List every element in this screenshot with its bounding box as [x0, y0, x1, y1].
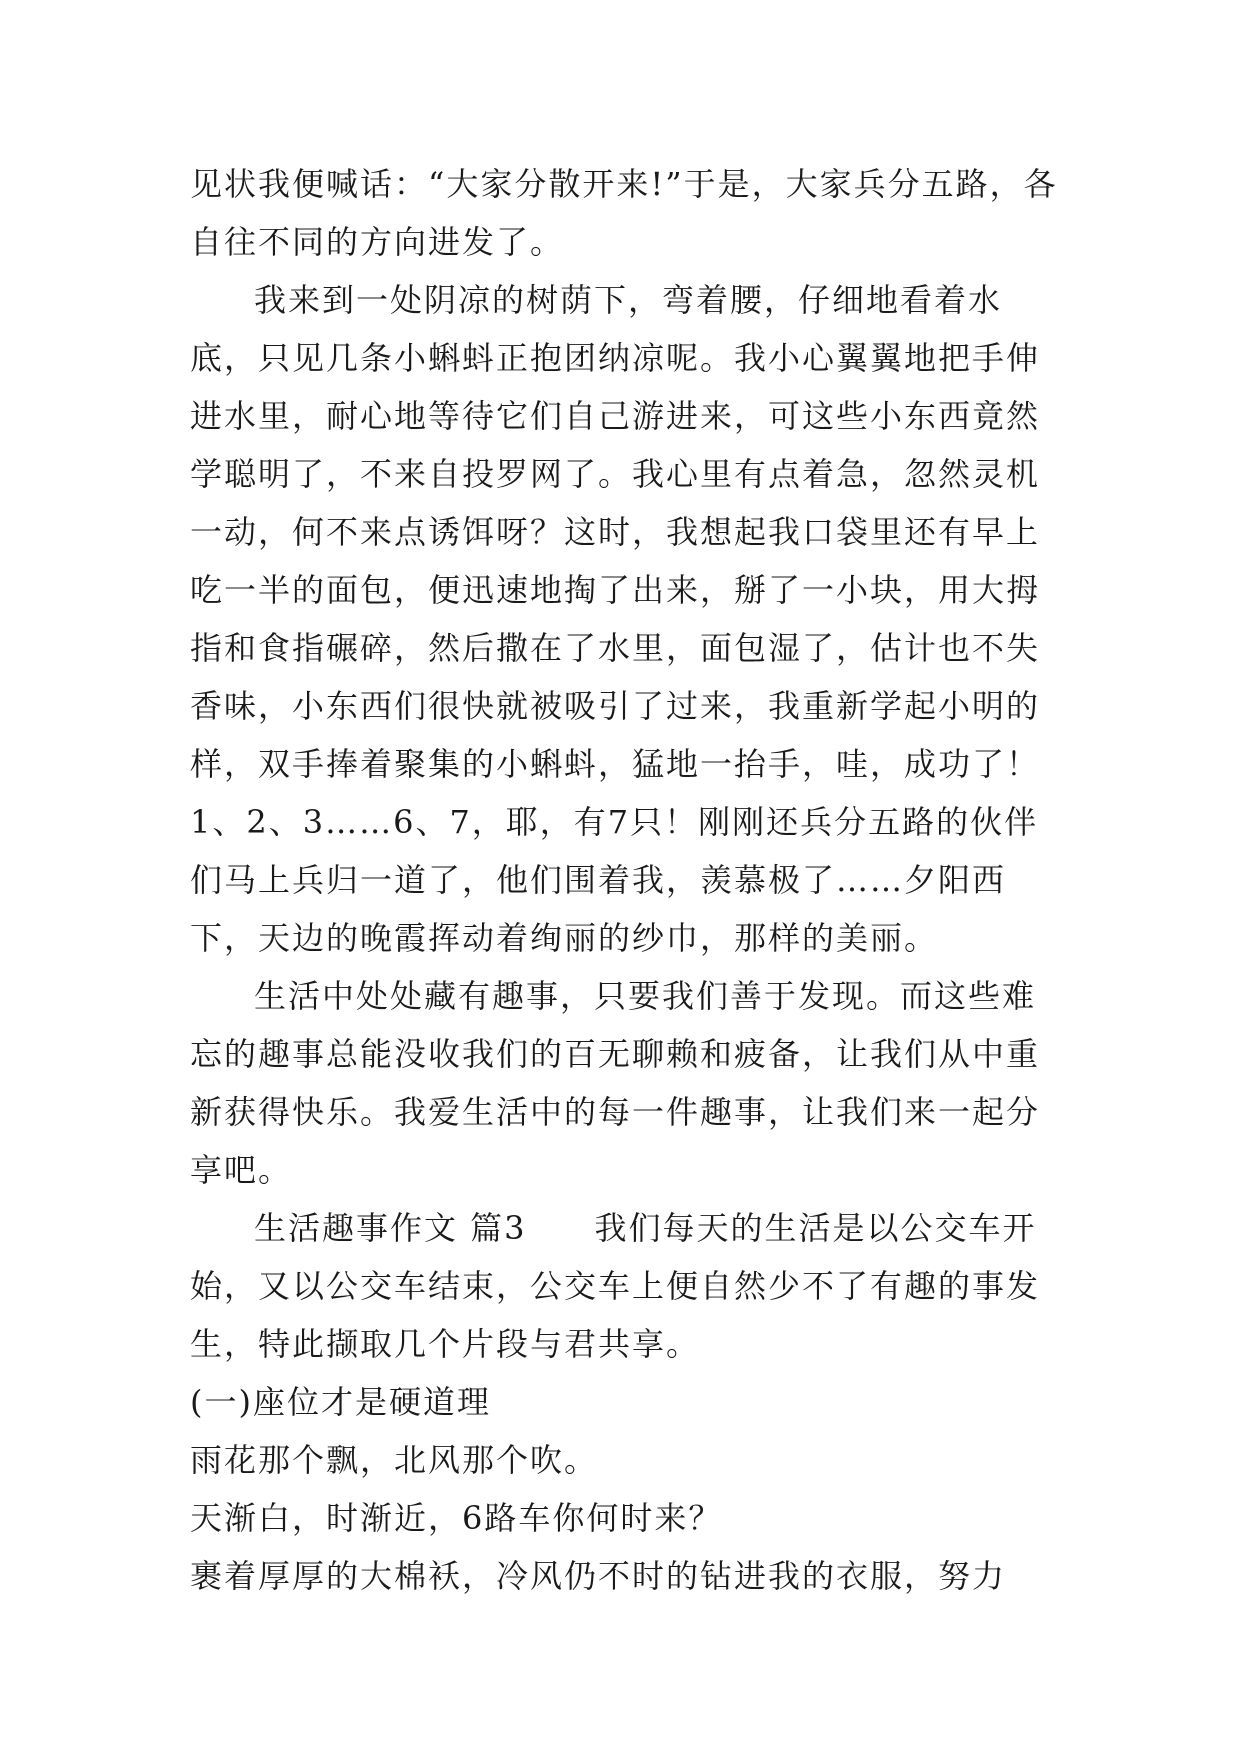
paragraph-4: 生活趣事作文 篇3 我们每天的生活是以公交车开始，又以公交车结束，公交车上便自然少不了有趣的事发生，特此撷取几个片段与君共享。: [190, 1209, 1041, 1363]
paragraph-8: 裹着厚厚的大棉袄，冷风仍不时的钻进我的衣服，努力: [190, 1557, 1007, 1595]
paragraph-6: 雨花那个飘，北风那个吹。: [190, 1441, 599, 1479]
paragraph-2: 我来到一处阴凉的树荫下，弯着腰，仔细地看着水底，只见几条小蝌蚪正抱团纳凉呢。我小心翼翼地把手伸进水里，耐心地等待它们自己游进来，可这些小东西竟然学聪明了，不来自投罗网了。我心里有点着急，忽然灵机一动，何不来点诱饵呀？这时，我想起我口袋里还有早上吃一半的面包，便迅速地掏了出来，掰了一小块，用大拇指和食指碾碎，然后撒在了水里，面包湿了，估计也不失香味，小东西们很快就被吸引了过来，我重新学起小明的样，双手捧着聚集的小蝌蚪，猛地一抬手，哇，成功了！1、2、3……6、7，耶，有7只！刚刚还兵分五路的伙伴们马上兵归一道了，他们围着我，羡慕极了……夕阳西下，天边的晚霞挥动着绚丽的纱巾，那样的美丽。: [190, 281, 1041, 957]
paragraph-1: 见状我便喊话：“大家分散开来!”于是，大家兵分五路，各自往不同的方向进发了。: [190, 165, 1058, 261]
paragraph-3: 生活中处处藏有趣事，只要我们善于发现。而这些难忘的趣事总能没收我们的百无聊赖和疲备，让我们从中重新获得快乐。我爱生活中的每一件趣事，让我们来一起分享吧。: [190, 977, 1041, 1189]
document-body: [190, 155, 1060, 1605]
paragraph-7: 天渐白，时渐近，6路车你何时来？: [190, 1499, 723, 1537]
section-heading: (一)座位才是硬道理: [190, 1383, 491, 1421]
